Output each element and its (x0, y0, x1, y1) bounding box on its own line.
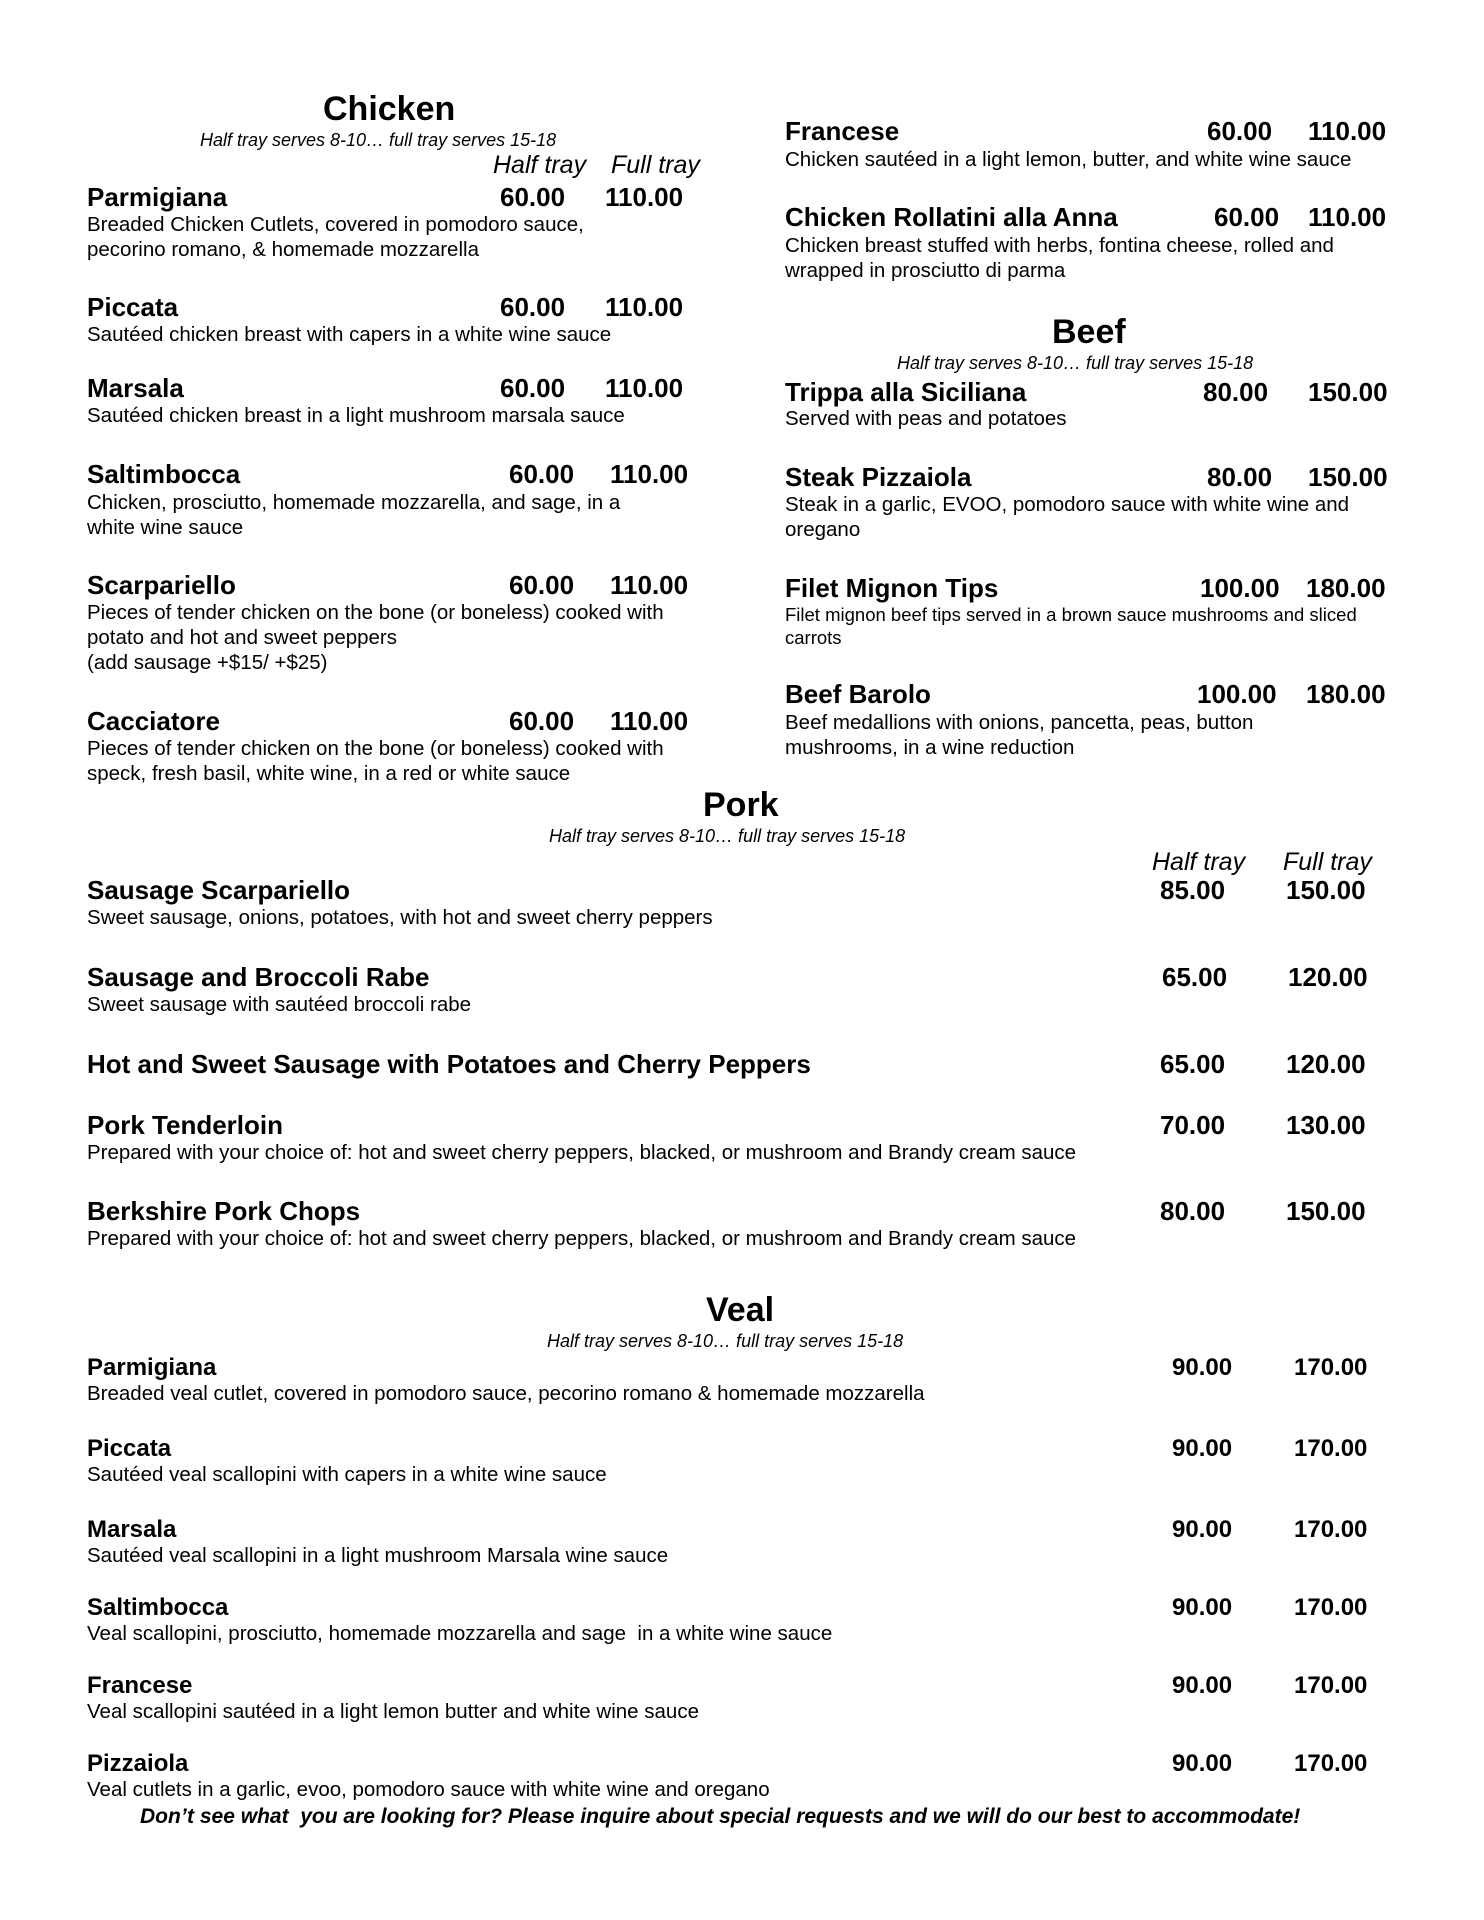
pork-serves: Half tray serves 8-10… full tray serves 15-18 (549, 826, 906, 846)
chicken-item-desc: Chicken, prosciutto, homemade mozzarella, and sage, in a white wine sauce (87, 491, 621, 539)
chicken-item-full-price: 110.00 (605, 292, 684, 322)
chicken-item-full-price: 110.00 (1308, 202, 1387, 232)
veal-item-desc: Veal scallopini sautéed in a light lemon butter and white wine sauce (87, 1700, 699, 1723)
beef-item-full-price: 150.00 (1308, 377, 1388, 407)
veal-item-half-price: 90.00 (1172, 1516, 1233, 1543)
beef-item-name: Beef Barolo (785, 679, 931, 709)
chicken-item-name: Scarpariello (87, 570, 236, 600)
veal-item-half-price: 90.00 (1172, 1435, 1233, 1462)
veal-item-full-price: 170.00 (1294, 1516, 1368, 1543)
chicken-item-desc: Sautéed chicken breast with capers in a white wine sauce (87, 323, 612, 346)
pork-half-label: Half tray (1152, 848, 1246, 876)
chicken-item-half-price: 60.00 (509, 706, 575, 736)
veal-item-half-price: 90.00 (1172, 1594, 1233, 1621)
pork-item-full-price: 120.00 (1288, 962, 1368, 992)
pork-item-half-price: 65.00 (1160, 1049, 1226, 1079)
chicken-item-full-price: 110.00 (1308, 116, 1387, 146)
pork-full-label: Full tray (1283, 848, 1372, 876)
chicken-item-desc: Pieces of tender chicken on the bone (or boneless) cooked with potato and hot and sweet peppers (87, 601, 664, 649)
chicken-item-half-price: 60.00 (1207, 116, 1273, 146)
veal-item-full-price: 170.00 (1294, 1354, 1368, 1381)
veal-item-desc: Veal cutlets in a garlic, evoo, pomodoro sauce with white wine and oregano (87, 1778, 770, 1801)
pork-item-name: Hot and Sweet Sausage with Potatoes and Cherry Peppers (87, 1049, 811, 1079)
veal-item-half-price: 90.00 (1172, 1672, 1233, 1699)
veal-item-name: Francese (87, 1672, 193, 1699)
veal-item-full-price: 170.00 (1294, 1672, 1368, 1699)
beef-item-name: Steak Pizzaiola (785, 462, 972, 492)
chicken-item-half-price: 60.00 (1214, 202, 1280, 232)
pork-item-full-price: 150.00 (1286, 1196, 1366, 1226)
chicken-full-label: Full tray (611, 151, 700, 179)
pork-item-desc: Sweet sausage, onions, potatoes, with hot and sweet cherry peppers (87, 906, 713, 929)
veal-title: Veal (706, 1291, 775, 1329)
chicken-item-full-price: 110.00 (610, 570, 689, 600)
chicken-item-name: Marsala (87, 373, 184, 403)
chicken-item-name: Piccata (87, 292, 179, 322)
chicken-item-desc: Chicken breast stuffed with herbs, fontina cheese, rolled and wrapped in prosciutto di parma (785, 234, 1334, 282)
pork-item-half-price: 65.00 (1162, 962, 1228, 992)
veal-item-name: Pizzaiola (87, 1750, 189, 1777)
pork-item-full-price: 120.00 (1286, 1049, 1366, 1079)
chicken-item-note: (add sausage +$15/ +$25) (87, 651, 328, 674)
beef-serves: Half tray serves 8-10… full tray serves 15-18 (897, 353, 1254, 373)
chicken-serves: Half tray serves 8-10… full tray serves 15-18 (200, 130, 557, 150)
chicken-half-label: Half tray (493, 151, 587, 179)
chicken-item-half-price: 60.00 (509, 570, 575, 600)
beef-item-half-price: 80.00 (1207, 462, 1273, 492)
pork-item-name: Sausage and Broccoli Rabe (87, 962, 430, 992)
veal-item-name: Parmigiana (87, 1354, 217, 1381)
pork-item-name: Sausage Scarpariello (87, 875, 351, 905)
beef-item-desc: Filet mignon beef tips served in a brown sauce mushrooms and sliced carrots (785, 604, 1357, 648)
veal-item-desc: Sautéed veal scallopini with capers in a white wine sauce (87, 1463, 607, 1486)
beef-item-name: Trippa alla Siciliana (785, 377, 1027, 407)
beef-item-half-price: 80.00 (1203, 377, 1269, 407)
pork-item-half-price: 80.00 (1160, 1196, 1226, 1226)
chicken-item-name: Chicken Rollatini alla Anna (785, 202, 1118, 232)
beef-item-full-price: 150.00 (1308, 462, 1388, 492)
veal-item-full-price: 170.00 (1294, 1594, 1368, 1621)
beef-item-desc: Steak in a garlic, EVOO, pomodoro sauce with white wine and oregano (785, 493, 1350, 541)
pork-item-desc: Sweet sausage with sautéed broccoli rabe (87, 993, 472, 1016)
chicken-item-desc: Breaded Chicken Cutlets, covered in pomodoro sauce, pecorino romano, & homemade mozzarella (87, 213, 584, 261)
chicken-item-name: Francese (785, 116, 900, 146)
pork-item-full-price: 130.00 (1286, 1110, 1366, 1140)
pork-item-desc: Prepared with your choice of: hot and sweet cherry peppers, blacked, or mushroom and Brandy cream sauce (87, 1227, 1077, 1250)
pork-item-half-price: 85.00 (1160, 875, 1226, 905)
special-requests-note: Don’t see what you are looking for? Please inquire about special requests and we will do our best to accommodate! (140, 1805, 1301, 1828)
veal-item-half-price: 90.00 (1172, 1750, 1233, 1777)
veal-serves: Half tray serves 8-10… full tray serves 15-18 (547, 1331, 904, 1351)
chicken-item-full-price: 110.00 (610, 706, 689, 736)
chicken-item-half-price: 60.00 (500, 292, 566, 322)
beef-item-half-price: 100.00 (1197, 679, 1277, 709)
beef-title: Beef (1052, 313, 1126, 351)
pork-item-name: Berkshire Pork Chops (87, 1196, 361, 1226)
chicken-item-half-price: 60.00 (500, 373, 566, 403)
pork-item-half-price: 70.00 (1160, 1110, 1226, 1140)
chicken-item-full-price: 110.00 (610, 459, 689, 489)
chicken-item-half-price: 60.00 (500, 182, 566, 212)
pork-item-full-price: 150.00 (1286, 875, 1366, 905)
veal-item-full-price: 170.00 (1294, 1435, 1368, 1462)
beef-item-desc: Beef medallions with onions, pancetta, peas, button mushrooms, in a wine reduction (785, 711, 1254, 759)
chicken-item-desc: Pieces of tender chicken on the bone (or boneless) cooked with speck, fresh basil, white wine, in a red or white sauce (87, 737, 664, 785)
veal-item-desc: Sautéed veal scallopini in a light mushroom Marsala wine sauce (87, 1544, 669, 1567)
pork-item-desc: Prepared with your choice of: hot and sweet cherry peppers, blacked, or mushroom and Brandy cream sauce (87, 1141, 1077, 1164)
veal-item-name: Saltimbocca (87, 1594, 229, 1621)
pork-title: Pork (703, 786, 779, 824)
chicken-item-full-price: 110.00 (605, 182, 684, 212)
chicken-item-half-price: 60.00 (509, 459, 575, 489)
veal-item-full-price: 170.00 (1294, 1750, 1368, 1777)
beef-item-full-price: 180.00 (1306, 573, 1386, 603)
chicken-item-desc: Sautéed chicken breast in a light mushroom marsala sauce (87, 404, 625, 427)
veal-item-name: Piccata (87, 1435, 172, 1462)
chicken-item-full-price: 110.00 (605, 373, 684, 403)
pork-item-name: Pork Tenderloin (87, 1110, 283, 1140)
chicken-item-name: Parmigiana (87, 182, 228, 212)
beef-item-full-price: 180.00 (1306, 679, 1386, 709)
chicken-title: Chicken (323, 90, 456, 128)
veal-item-desc: Breaded veal cutlet, covered in pomodoro sauce, pecorino romano & homemade mozzarella (87, 1382, 925, 1405)
veal-item-half-price: 90.00 (1172, 1354, 1233, 1381)
chicken-item-name: Saltimbocca (87, 459, 241, 489)
chicken-item-name: Cacciatore (87, 706, 220, 736)
chicken-item-desc: Chicken sautéed in a light lemon, butter, and white wine sauce (785, 148, 1352, 171)
beef-item-half-price: 100.00 (1200, 573, 1280, 603)
beef-item-desc: Served with peas and potatoes (785, 407, 1067, 430)
beef-item-name: Filet Mignon Tips (785, 573, 999, 603)
veal-item-desc: Veal scallopini, prosciutto, homemade mozzarella and sage in a white wine sauce (87, 1622, 833, 1645)
veal-item-name: Marsala (87, 1516, 177, 1543)
